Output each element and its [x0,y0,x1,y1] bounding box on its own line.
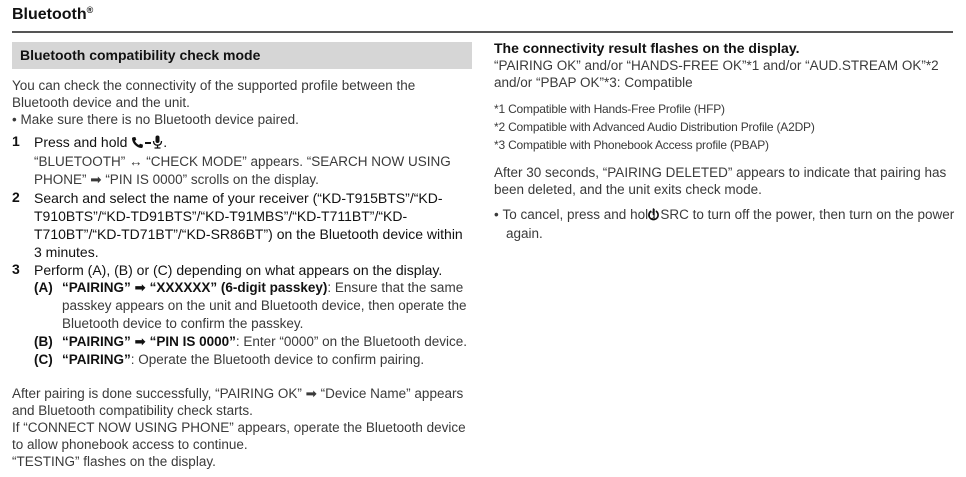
step-number: 3 [12,261,20,277]
microphone-icon [152,135,163,153]
step-instruction [34,133,472,153]
substep-a [34,279,472,333]
step-2 [12,189,472,261]
after-pairing-line: After pairing is done successfully, “PAIRING OK” ➡ “Device Name” appears and Bluetooth compatibility check starts. [12,386,464,418]
profile-notes [494,100,956,154]
result-heading: The connectivity result flashes on the display. [494,40,800,56]
substep-label: (C) [34,352,53,367]
substep-display-text: “PAIRING” [62,352,131,367]
after-pairing-line: “TESTING” flashes on the display. [12,454,216,469]
substep-text: : Ensure that the same passkey appears on the unit and Bluetooth device, then operate the Bluetooth device to confirm the passkey. [62,280,467,331]
step-number: 1 [12,133,20,149]
substep-label: (B) [34,334,53,349]
after-pairing-line: If “CONNECT NOW USING PHONE” appears, operate the Bluetooth device to allow phonebook access to continue. [12,420,466,452]
precondition-bullet [12,111,472,128]
step-description: “BLUETOOTH” ↔ “CHECK MODE” appears. “SEARCH NOW USING PHONE” ➡ “PIN IS 0000” scrolls on the display. [34,154,451,187]
dash-icon [144,135,152,153]
bullet-marker: • [494,207,499,222]
bullet-marker: • [12,112,17,127]
step-instruction: Perform (A), (B) or (C) depending on what appears on the display. [34,262,443,278]
substep-b [34,333,472,351]
profile-note: *2 Compatible with Advanced Audio Distribution Profile (A2DP) [494,120,815,134]
page-title-text: Bluetooth [12,6,87,23]
right-column [494,40,956,242]
substep-label: (A) [34,280,53,295]
registered-mark: ® [86,5,94,15]
step-instruction: Search and select the name of your receiver (“KD-T915BTS”/“KD-T910BTS”/“KD-TD91BTS”/“KD-T91MBS”/“KD-T711BT”/“KD-T710BT”/“KD-TD71BT”/“KD-SR86BT”) on the Bluetooth device within 3 minutes. [34,190,463,260]
substep-display-text: “PAIRING” ➡ “PIN IS 0000” [62,334,236,349]
profile-note: *3 Compatible with Phonebook Access profile (PBAP) [494,138,769,152]
substep-display-text: “PAIRING” ➡ “XXXXXX” (6-digit passkey) [62,280,328,295]
substep-c [34,351,472,369]
substep-text: : Operate the Bluetooth device to confirm pairing. [130,352,425,367]
cancel-text-start: To cancel, press and hold [502,207,660,222]
cancel-bullet [494,206,956,242]
step-1-instruction-end: . [163,134,168,150]
left-column [12,42,472,470]
step-1 [12,133,472,189]
substep-text: : Enter “0000” on the Bluetooth device. [235,334,468,349]
cancel-text-end: SRC to turn off the power, then turn on the power again. [506,207,955,241]
step-number: 2 [12,189,20,205]
bullet-text: Make sure there is no Bluetooth device paired. [20,112,299,127]
section-header: Bluetooth compatibility check mode [12,42,472,69]
result-text: “PAIRING OK” and/or “HANDS-FREE OK”*1 and/or “AUD.STREAM OK”*2 and/or “PBAP OK”*3: Compatible [494,58,939,90]
after-30-seconds-text: After 30 seconds, “PAIRING DELETED” appears to indicate that pairing has been deleted, and the unit exits check mode. [494,165,947,197]
phone-icon [131,135,144,153]
after-pairing-notes [12,385,472,470]
steps-list [12,133,472,369]
profile-note: *1 Compatible with Hands-Free Profile (HFP) [494,102,725,116]
page-title [12,5,93,24]
intro-text: You can check the connectivity of the supported profile between the Bluetooth device and the unit. [12,78,416,110]
step-3 [12,261,472,369]
step-1-instruction-text: Press and hold [34,134,132,150]
title-rule [12,31,953,33]
